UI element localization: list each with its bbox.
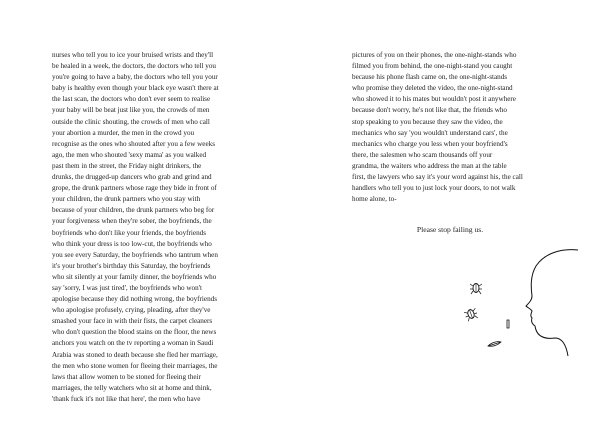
left-page-text-line: be healed in a week, the doctors, the doctors who tell you (52, 62, 216, 71)
right-page-text-line: grandma, the waiters who address the man at the table (352, 161, 507, 170)
insect-1-icon (470, 284, 482, 295)
right-page-text-line: home alone, to- (352, 195, 397, 204)
left-page-text-line: you see every Saturday, the boyfriends who tantrum when (52, 250, 218, 259)
left-page-text-line: you're going to have a baby, the doctors who tell you your (52, 73, 218, 82)
left-page-text-line: boyfriends who don't like your friends, the boyfriends (52, 228, 206, 237)
left-page-text-line: anchors you watch on the tv reporting a woman in Saudi (52, 339, 214, 348)
left-page-text-line: smashed your face in with their fists, the carpet cleaners (52, 317, 213, 326)
left-text-column (52, 50, 219, 405)
leaf-icon (488, 342, 501, 347)
left-page-text-line: your children, the drunk partners who you stay with (52, 195, 201, 204)
left-page-text-line: grope, the drunk partners whose rage they bide in front of (52, 184, 217, 193)
left-page-text-line: who apologise profusely, crying, pleading, after they've (52, 306, 211, 315)
head-outline (526, 250, 578, 356)
left-page-text-line: apologise because they did nothing wrong, the boyfriends (52, 295, 217, 304)
left-page-text-line: marriages, the telly watchers who sit at home and think, (52, 383, 212, 392)
left-page-text-line: the men who stone women for fleeing their marriages, the (52, 361, 218, 370)
left-page-text-line: it's your brother's birthday this Saturday, the boyfriends (52, 261, 211, 270)
left-page-text-line: your abortion a murder, the men in the crowd you (52, 128, 195, 137)
right-page-text-line: pictures of you on their phones, the one-night-stands who (352, 51, 517, 59)
left-page-text-line: say 'sorry, I was just tired', the boyfriends who won't (52, 283, 202, 292)
left-page-text-line: 'thank fuck it's not like that here', the men who have (52, 394, 201, 403)
right-page-text-line: because his phone flash came on, the one-night-stands (352, 73, 508, 82)
right-text-column (352, 50, 523, 205)
left-page-text-line: outside the clinic shouting, the crowds of men who call (52, 117, 210, 126)
left-page-text-line: recognise as the ones who shouted after you a few weeks (52, 139, 215, 148)
left-page-text-line: who sit silently at your family dinner, the boyfriends who (52, 272, 217, 281)
bullet-mark (507, 320, 509, 328)
left-page-text-line: baby is healthy even though your black eye wasn't there at (52, 84, 219, 93)
right-page-text-line: who promise they deleted the video, the one-night-stand (352, 84, 513, 93)
right-page-text-line: stop speaking to you because they saw the video, the (352, 117, 503, 126)
left-page-text-line: your forgiveness when they're sober, the boyfriends, the (52, 217, 212, 226)
right-page-text-line: first, the lawyers who say it's your word against his, the call (352, 173, 523, 182)
left-page-text-line: laws that allow women to be stoned for fleeing their (52, 372, 201, 381)
left-page-text-line: who don't question the blood stains on the floor, the news (52, 328, 217, 337)
left-page-text-line: because of your children, the drunk partners who beg for (52, 206, 215, 215)
right-page-text-line: because don't worry, he's not like that, the friends who (352, 106, 507, 115)
left-page-text-line: your baby will be beat just like you, the crowds of men (52, 106, 210, 115)
closing-line: Please stop failing us. (416, 225, 484, 234)
right-page-text-line: mechanics who say 'you wouldn't understand cars', the (352, 128, 508, 137)
left-page-text-line: Arabia was stoned to death because she fled her marriage, (52, 350, 218, 359)
left-page-text-line: ago, the men who shouted 'sexy mama' as you walked (52, 150, 207, 159)
right-page (300, 0, 600, 425)
head-silhouette-with-insects-icon (460, 248, 580, 358)
right-page-text-line: there, the salesmen who scam thousands off your (352, 150, 493, 159)
right-page-text-line: who showed it to his mates but wouldn't post it anywhere (352, 95, 516, 104)
right-page-text-line: filmed you from behind, the one-night-stand you caught (352, 62, 513, 71)
right-page-text-line: mechanics who charge you less when your boyfriend's (352, 139, 508, 148)
right-page-text-line: handlers who tell you to just lock your doors, to not walk (352, 184, 516, 193)
left-page-text-line: who think your dress is too low-cut, the boyfriends who (52, 239, 212, 248)
insect-2-icon (464, 308, 479, 322)
left-page-text-line: past them in the street, the Friday night drinkers, the (52, 161, 202, 170)
left-page-text-line: nurses who tell you to ice your bruised wrists and they'll (52, 51, 214, 59)
left-page-text-line: drunks, the drugged-up dancers who grab and grind and (52, 173, 212, 182)
left-page-text-line: the last scan, the doctors who don't ever seem to realise (52, 95, 211, 104)
